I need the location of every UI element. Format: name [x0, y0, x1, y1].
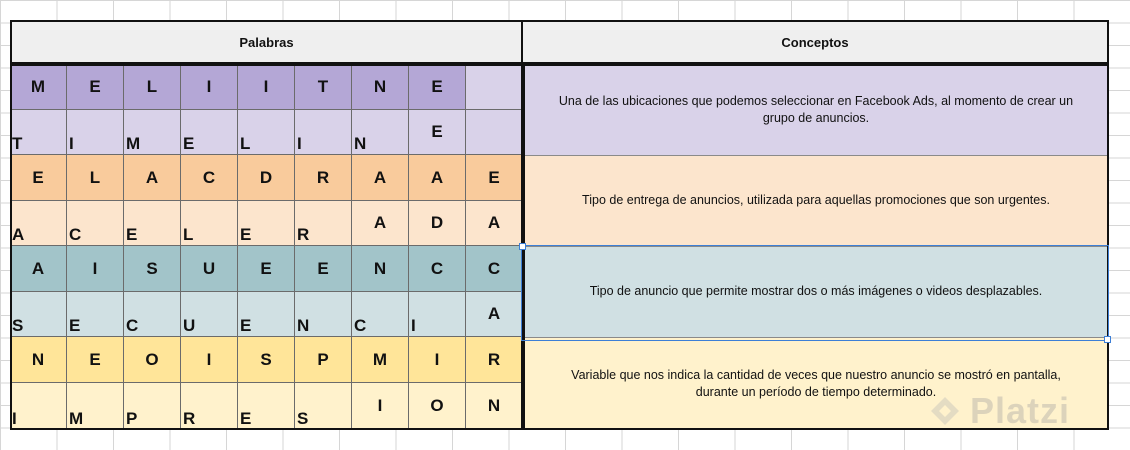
- scrambled-letter-cell[interactable]: I: [181, 64, 238, 110]
- scrambled-letter-cell[interactable]: I: [238, 64, 295, 110]
- scrambled-letter-cell[interactable]: S: [238, 337, 295, 383]
- concept-text: Tipo de anuncio que permite mostrar dos o más imágenes o videos desplazables.: [589, 284, 1043, 299]
- scrambled-letter-cell[interactable]: A: [352, 155, 409, 201]
- answer-letter-cell[interactable]: A: [10, 201, 67, 246]
- scrambled-letter-cell[interactable]: C: [466, 246, 523, 292]
- scrambled-letter-cell[interactable]: E: [238, 246, 295, 292]
- answer-letter-cell[interactable]: D: [409, 201, 466, 246]
- header-palabras[interactable]: [10, 20, 523, 64]
- answer-letter-cell[interactable]: S: [295, 383, 352, 430]
- answer-letter-cell[interactable]: T: [10, 110, 67, 155]
- scrambled-letter-cell[interactable]: N: [10, 337, 67, 383]
- scrambled-letter-cell[interactable]: I: [67, 246, 124, 292]
- answer-letter-cell[interactable]: N: [352, 110, 409, 155]
- scrambled-letter-cell[interactable]: C: [181, 155, 238, 201]
- concept-text: Tipo de entrega de anuncios, utilizada para aquellas promociones que son urgentes.: [582, 193, 1050, 208]
- answer-letter-cell[interactable]: E: [238, 292, 295, 337]
- answer-letter-cell[interactable]: S: [10, 292, 67, 337]
- scrambled-letter-cell[interactable]: E: [295, 246, 352, 292]
- answer-letter-cell[interactable]: I: [295, 110, 352, 155]
- answer-letter-cell[interactable]: R: [181, 383, 238, 430]
- platzi-logo-icon: [928, 394, 962, 428]
- answer-letter-cell[interactable]: A: [466, 292, 523, 337]
- scrambled-letter-cell[interactable]: E: [409, 64, 466, 110]
- answer-letter-cell[interactable]: E: [409, 110, 466, 155]
- answer-letter-cell[interactable]: E: [67, 292, 124, 337]
- scrambled-letter-cell[interactable]: E: [466, 155, 523, 201]
- scrambled-letter-cell[interactable]: U: [181, 246, 238, 292]
- scrambled-letter-cell[interactable]: A: [409, 155, 466, 201]
- answer-letter-cell[interactable]: E: [238, 383, 295, 430]
- concept-divider: [523, 155, 1109, 156]
- concept-cell[interactable]: [523, 64, 1109, 155]
- answer-letter-cell[interactable]: C: [352, 292, 409, 337]
- answer-letter-cell[interactable]: P: [124, 383, 181, 430]
- answer-letter-cell[interactable]: M: [67, 383, 124, 430]
- answer-letter-cell[interactable]: A: [466, 201, 523, 246]
- answer-letter-cell[interactable]: A: [352, 201, 409, 246]
- answer-letter-cell[interactable]: I: [10, 383, 67, 430]
- scrambled-letter-cell[interactable]: M: [352, 337, 409, 383]
- scrambled-letter-cell[interactable]: I: [409, 337, 466, 383]
- answer-letter-cell[interactable]: C: [67, 201, 124, 246]
- scrambled-letter-cell[interactable]: M: [10, 64, 67, 110]
- scrambled-letter-cell[interactable]: E: [67, 64, 124, 110]
- answer-letter-cell[interactable]: E: [238, 201, 295, 246]
- scrambled-letter-cell[interactable]: E: [67, 337, 124, 383]
- watermark-text: Platzi: [970, 390, 1071, 431]
- scrambled-letter-cell[interactable]: P: [295, 337, 352, 383]
- scrambled-letter-cell[interactable]: A: [124, 155, 181, 201]
- header-conceptos[interactable]: [521, 20, 1109, 64]
- answer-letter-cell[interactable]: I: [352, 383, 409, 430]
- answer-letter-cell[interactable]: [466, 110, 523, 155]
- answer-letter-cell[interactable]: L: [238, 110, 295, 155]
- concept-text: Una de las ubicaciones que podemos seleccionar en Facebook Ads, al momento de crear un grupo de anuncios.: [558, 93, 1074, 125]
- scrambled-letter-cell[interactable]: R: [466, 337, 523, 383]
- scrambled-letter-cell[interactable]: L: [124, 64, 181, 110]
- concept-divider: [523, 246, 1109, 247]
- platzi-watermark: [928, 386, 1128, 436]
- scrambled-letter-cell[interactable]: E: [10, 155, 67, 201]
- scrambled-letter-cell[interactable]: C: [409, 246, 466, 292]
- answer-letter-cell[interactable]: L: [181, 201, 238, 246]
- concept-divider: [523, 337, 1109, 338]
- concept-text: Variable que nos indica la cantidad de veces que nuestro anuncio se mostró en pantalla, durante un período de tiempo determinado.: [571, 367, 1061, 399]
- answer-letter-cell[interactable]: N: [295, 292, 352, 337]
- concept-cell[interactable]: [523, 246, 1109, 337]
- scrambled-letter-cell[interactable]: D: [238, 155, 295, 201]
- answer-letter-cell[interactable]: E: [124, 201, 181, 246]
- scrambled-letter-cell[interactable]: I: [181, 337, 238, 383]
- scrambled-letter-cell[interactable]: A: [10, 246, 67, 292]
- answer-letter-cell[interactable]: M: [124, 110, 181, 155]
- answer-letter-cell[interactable]: I: [67, 110, 124, 155]
- answer-letter-cell[interactable]: R: [295, 201, 352, 246]
- answer-letter-cell[interactable]: N: [466, 383, 523, 430]
- scrambled-letter-cell[interactable]: N: [352, 64, 409, 110]
- scrambled-letter-cell[interactable]: L: [67, 155, 124, 201]
- answer-letter-cell[interactable]: I: [409, 292, 466, 337]
- scrambled-letter-cell[interactable]: R: [295, 155, 352, 201]
- answer-letter-cell[interactable]: O: [409, 383, 466, 430]
- concept-cell[interactable]: [523, 155, 1109, 246]
- answer-letter-cell[interactable]: C: [124, 292, 181, 337]
- scrambled-letter-cell[interactable]: S: [124, 246, 181, 292]
- answer-letter-cell[interactable]: U: [181, 292, 238, 337]
- header-conceptos-label: Conceptos: [781, 34, 849, 50]
- scrambled-letter-cell[interactable]: T: [295, 64, 352, 110]
- scrambled-letter-cell[interactable]: N: [352, 246, 409, 292]
- scrambled-letter-cell[interactable]: [466, 64, 523, 110]
- answer-letter-cell[interactable]: E: [181, 110, 238, 155]
- scrambled-letter-cell[interactable]: O: [124, 337, 181, 383]
- header-palabras-label: Palabras: [239, 34, 294, 50]
